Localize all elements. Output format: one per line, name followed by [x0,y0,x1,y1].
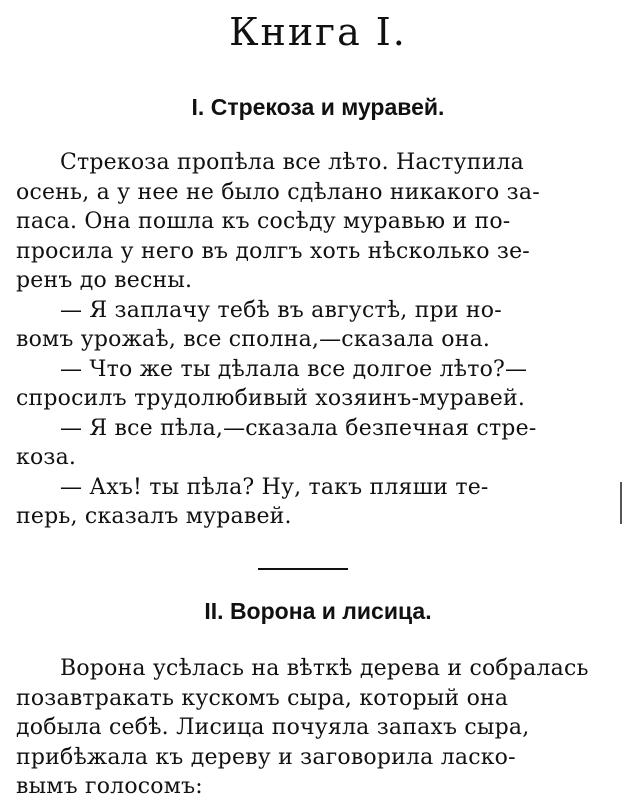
text-line: спросилъ трудолюбивый хозяинъ-муравей. [16,386,526,411]
text-line: — Что же ты дѣлала все долгое лѣто?— [60,356,528,382]
chapter-1-text [16,148,616,532]
text-line: — Я все пѣла,—сказала безпечная стре- [60,415,537,441]
text-line: ренъ до весны. [16,268,193,293]
text-line: — Ахъ! ты пѣла? Ну, такъ пляши те- [60,474,489,500]
text-line: вымъ голосомъ: [16,774,203,799]
text-line: добыла себѣ. Лисица почуяла запахъ сыра, [16,715,530,740]
text-line: позавтракать кускомъ сыра, который она [16,685,509,711]
margin-mark [620,482,622,524]
text-line: осень, а у нее не было сдѣлано никакого за- [16,179,540,205]
book-title: Книга I. [229,10,407,54]
section-divider [258,568,348,570]
text-line: просила у него въ долгъ хоть нѣсколько зе- [16,238,530,264]
text-line: коза. [16,445,77,470]
chapter-2-title: II. Ворона и лисица. [204,598,432,624]
text-line: прибѣжала къ дереву и заговорила ласко- [16,744,516,770]
chapter-1-title: I. Стрекоза и муравей. [191,94,445,120]
text-line: Ворона усѣлась на вѣткѣ дерева и собралась [60,656,589,681]
text-line: паса. Она пошла къ сосѣду муравью и по- [16,209,511,234]
text-line: — Я заплачу тебѣ въ августѣ, при но- [60,297,502,323]
chapter-2-text [16,654,616,802]
text-line: Стрекоза пропѣла все лѣто. Наступила [60,150,524,175]
text-line: перь, сказалъ муравей. [16,504,292,529]
text-line: вомъ урожаѣ, все сполна,—сказала она. [16,327,491,352]
